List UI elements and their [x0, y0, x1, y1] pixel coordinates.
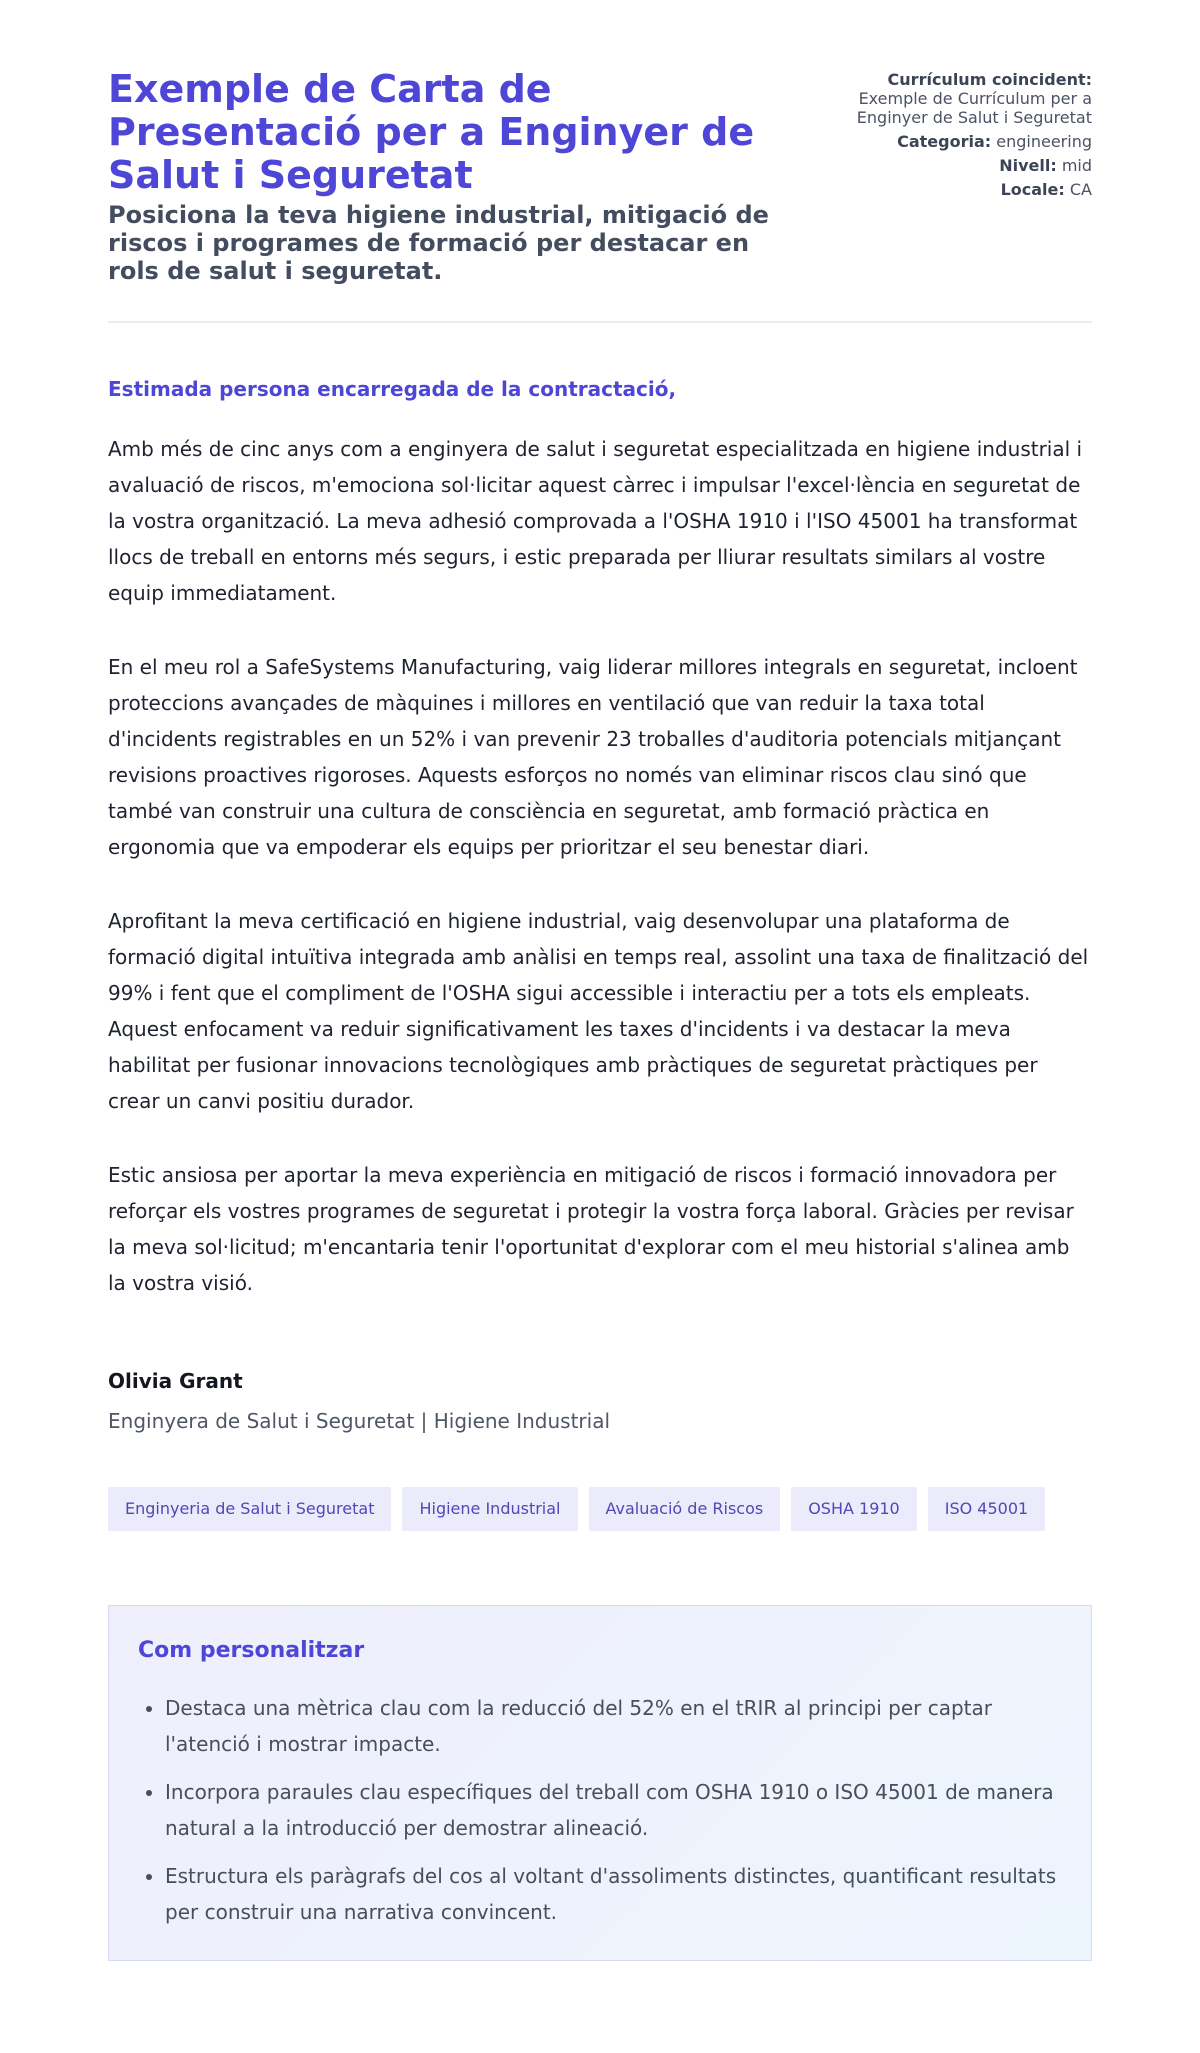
meta-category-value: engineering — [996, 132, 1092, 151]
page-title: Exemple de Carta de Presentació per a Enginyer de Salut i Seguretat — [108, 67, 755, 197]
letter-paragraph: En el meu rol a SafeSystems Manufacturing, vaig liderar millores integrals en seguretat, incloent proteccions avançades de màquines i millores en ventilació que van reduir la taxa total d'incidents registrables en un 52% i van prevenir 23 troballes d'auditoria potencials mitjançant revisions proactives rigoroses. Aquests esforços no només van eliminar riscos clau sinó que també van construir una cultura de consciència en seguretat, amb formació pràctica en ergonomia que va empoderar els equips per prioritzar el seu benestar diari. — [108, 655, 1078, 859]
tip-item: • Estructura els paràgrafs del cos al voltant d'assoliments distinctes, quantificant resultats per construir una narrativa convincent. — [165, 1858, 1062, 1930]
meta-locale-value: CA — [1069, 180, 1092, 199]
tips-title: Com personalitzar — [138, 1638, 365, 1663]
meta-level-label: Nivell: — [999, 156, 1057, 175]
tag[interactable]: Avaluació de Riscos — [589, 1487, 781, 1531]
customization-tips — [108, 1605, 1092, 1961]
tip-item: • Incorpora paraules clau específiques del treball com OSHA 1910 o ISO 45001 de manera natural a la introducció per demostrar alineació. — [165, 1774, 1062, 1846]
meta-matching-resume-label: Currículum coincident: — [887, 70, 1092, 89]
tag-list — [108, 1487, 1092, 1531]
tip-item: • Destaca una mètrica clau com la reducció del 52% en el tRIR al principi per captar l'atenció i mostrar impacte. — [165, 1690, 1062, 1762]
letter-greeting: Estimada persona encarregada de la contractació, — [108, 377, 677, 401]
meta-category — [812, 132, 1092, 151]
signature-name: Olivia Grant — [108, 1369, 243, 1393]
tag[interactable]: OSHA 1910 — [791, 1487, 917, 1531]
tag[interactable]: Higiene Industrial — [402, 1487, 577, 1531]
meta-category-label: Categoria: — [897, 132, 992, 151]
header-titles — [108, 68, 808, 285]
page-header — [108, 68, 1092, 323]
meta-locale — [812, 180, 1092, 199]
letter — [108, 377, 1092, 1433]
letter-paragraph: Amb més de cinc anys com a enginyera de salut i seguretat especialitzada en higiene industrial i avaluació de riscos, m'emociona sol·licitar aquest càrrec i impulsar l'excel·lència en seguretat de la vostra organització. La meva adhesió comprovada a l'OSHA 1910 i l'ISO 45001 ha transformat llocs de treball en entorns més segurs, i estic preparada per lliurar resultats similars al vostre equip immediatament. — [108, 437, 1083, 605]
meta-panel — [812, 68, 1092, 204]
meta-level — [812, 156, 1092, 175]
signature — [108, 1369, 1092, 1433]
tag[interactable]: ISO 45001 — [928, 1487, 1045, 1531]
meta-matching-resume — [812, 70, 1092, 127]
tag[interactable]: Enginyeria de Salut i Seguretat — [108, 1487, 391, 1531]
letter-body — [108, 431, 1092, 1301]
letter-paragraph: Estic ansiosa per aportar la meva experiència en mitigació de riscos i formació innovadora per reforçar els vostres programes de seguretat i protegir la vostra força laboral. Gràcies per revisar la meva sol·licitud; m'encantaria tenir l'oportunitat d'explorar com el meu historial s'alinea amb la vostra visió. — [108, 1163, 1074, 1295]
meta-matching-resume-value[interactable]: Exemple de Currículum per a Enginyer de Salut i Seguretat — [856, 89, 1092, 127]
signature-title: Enginyera de Salut i Seguretat | Higiene Industrial — [108, 1409, 611, 1433]
tips-list — [138, 1690, 1062, 1930]
meta-level-value: mid — [1061, 156, 1092, 175]
meta-locale-label: Locale: — [1000, 180, 1065, 199]
page-subtitle: Posiciona la teva higiene industrial, mitigació de riscos i programes de formació per destacar en rols de salut i seguretat. — [108, 201, 769, 285]
letter-paragraph: Aprofitant la meva certificació en higiene industrial, vaig desenvolupar una plataforma de formació digital intuïtiva integrada amb anàlisi en temps real, assolint una taxa de finalització del 99% i fent que el compliment de l'OSHA sigui accessible i interactiu per a tots els empleats. Aquest enfocament va reduir significativament les taxes d'incidents i va destacar la meva habilitat per fusionar innovacions tecnològiques amb pràctiques de seguretat pràctiques per crear un canvi positiu durador. — [108, 909, 1089, 1113]
